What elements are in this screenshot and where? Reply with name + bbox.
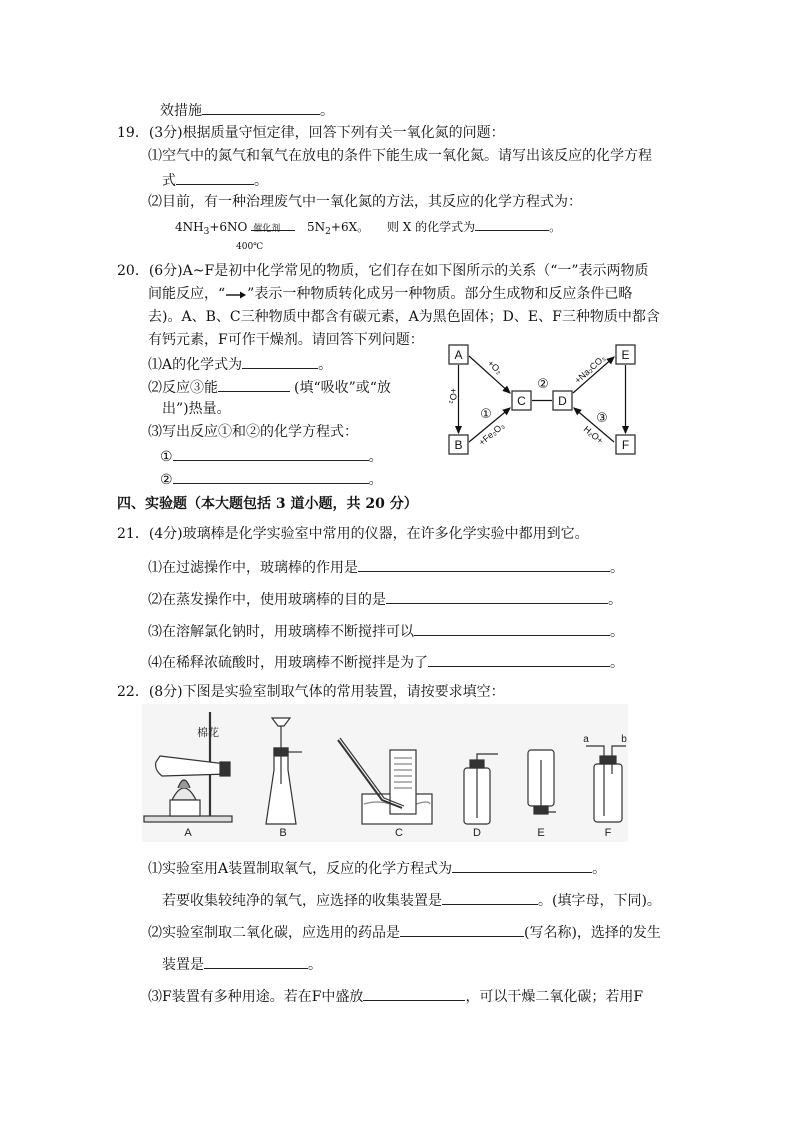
- q20-s3: ⑶写出反应①和②的化学方程式：: [148, 424, 358, 440]
- q22-s1b: [162, 890, 661, 910]
- q22-s1-end: 。: [592, 861, 607, 877]
- q21-s1-end: 。: [610, 560, 624, 576]
- q20-eq2-end: 。: [368, 472, 383, 488]
- q22-s2-text: ⑵实验室制取二氧化碳，应选用的药品是: [148, 925, 400, 941]
- q20-eq2-blank[interactable]: [173, 469, 369, 484]
- eq-end: 。: [549, 220, 562, 234]
- arrow-symbol-icon: [225, 288, 247, 298]
- q19-p2-line1: ⑵目前，有一种治理废气中一氧化氮的方法，其反应的化学方程式为：: [148, 194, 582, 210]
- q19-p1-line2: [162, 170, 268, 190]
- q21-s3-blank[interactable]: [414, 621, 610, 636]
- q19-x-blank[interactable]: [475, 216, 549, 231]
- q20-line2b: ”表示一种物质转化成另一种物质。部分生成物和反应条件已略: [247, 286, 633, 302]
- q18-blank[interactable]: [202, 100, 320, 115]
- q22-s2b: (写名称)，选择的发生: [524, 925, 661, 941]
- q22-s1: [148, 858, 606, 878]
- q20-eq2: [160, 469, 383, 489]
- q20-s1-blank[interactable]: [242, 354, 318, 369]
- eq-left2: +6NO: [209, 220, 248, 234]
- label-o2-ac: +O₂: [485, 358, 505, 377]
- q20-eq1-num: ①: [160, 449, 173, 465]
- q20-s1: [148, 354, 332, 374]
- eq-arrow: [251, 224, 303, 234]
- q20-line3: 去)。A、B、C三种物质中都含有碳元素，A为黑色固体；D、E、F三种物质中都含: [148, 309, 660, 325]
- q20-s2b: (填“吸收”或“放: [294, 380, 391, 396]
- q21-s2-text: ⑵在蒸发操作中，使用玻璃棒的目的是: [148, 592, 386, 608]
- q20-line2a: 间能反应，“: [148, 286, 226, 302]
- q20-s2c: 出”)热量。: [162, 401, 231, 417]
- q21-s2-end: 。: [608, 592, 622, 608]
- q20-s2-blank[interactable]: [218, 377, 290, 392]
- q21-s4-end: 。: [610, 655, 624, 671]
- eq-catalyst: 催化剂: [253, 224, 281, 234]
- eq-left: 4NH: [175, 220, 204, 234]
- apparatus-label-a: A: [184, 827, 192, 839]
- eq-right-sub: 2: [325, 227, 331, 237]
- q19-p1-word: 式: [162, 173, 176, 189]
- apparatus-label-f: F: [604, 827, 612, 839]
- eq-left-sub: 3: [203, 227, 210, 237]
- label-na2co3: +Na₂CO₃: [572, 353, 608, 386]
- eq-right2: +6X。: [330, 220, 370, 234]
- apparatus-label-d: D: [473, 827, 481, 839]
- q18-tail-text: 效措施: [160, 103, 202, 119]
- q22-header: 22．(8分)下图是实验室制取气体的常用装置，请按要求填空：: [117, 684, 505, 700]
- q20-eq2-num: ②: [160, 472, 173, 488]
- q20-line2: [148, 285, 632, 303]
- label-d: D: [558, 394, 567, 408]
- alcohol-lamp: [170, 800, 200, 816]
- eq-right: 5N: [307, 220, 326, 234]
- bottle-f: [594, 764, 622, 822]
- q19-header: 19．(3分)根据质量守恒定律，回答下列有关一氧化氮的问题：: [117, 125, 505, 141]
- q22-s1b-blank[interactable]: [442, 890, 538, 905]
- q21-s3-text: ⑶在溶解氯化钠时，用玻璃棒不断搅拌可以: [148, 624, 414, 640]
- label-a: A: [454, 348, 463, 362]
- q19-p1-blank[interactable]: [176, 170, 254, 185]
- tube-label-b: b: [621, 734, 627, 745]
- q21-s4: [148, 652, 624, 672]
- q22-s2c-text: 装置是: [162, 957, 204, 973]
- q22-s1b-end: 。(填字母，下同)。: [538, 893, 661, 909]
- q21-header: 21．(4分)玻璃棒是化学实验室中常用的仪器，在许多化学实验中都用到它。: [117, 526, 589, 542]
- label-n1: ①: [480, 406, 492, 421]
- label-o2-ab: +O₂: [448, 388, 458, 404]
- q21-s2: [148, 589, 622, 609]
- q21-s4-text: ⑷在稀释浓硫酸时，用玻璃棒不断搅拌是为了: [148, 655, 428, 671]
- q19-equation: [175, 216, 561, 241]
- q22-s1-blank[interactable]: [452, 858, 592, 873]
- q20-eq1: [160, 446, 383, 466]
- label-b: B: [454, 438, 463, 452]
- label-c: C: [517, 394, 526, 408]
- cotton-label: 棉花: [197, 727, 219, 739]
- stand-base: [144, 816, 232, 822]
- apparatus-label-e: E: [537, 827, 545, 839]
- q22-s3-text: ⑶F装置有多种用途。若在F中盛放: [148, 989, 364, 1005]
- apparatus-label-c: C: [395, 827, 403, 839]
- q20-relation-diagram: [440, 338, 646, 462]
- eq-question: 则 X 的化学式为: [386, 220, 476, 234]
- q18-tail: [160, 100, 334, 120]
- q22-s2c-blank[interactable]: [204, 954, 308, 969]
- q22-s2-blank[interactable]: [400, 922, 524, 937]
- q22-s3: [148, 986, 643, 1006]
- q20-eq1-end: 。: [368, 449, 383, 465]
- eq-temp: 400℃: [236, 242, 264, 252]
- label-fe2o3: +Fe₂O₃: [476, 420, 507, 448]
- q22-s1-text: ⑴实验室用A装置制取氧气，反应的化学方程式为: [148, 861, 453, 877]
- label-h2o: H₂O+: [581, 423, 606, 446]
- q22-s2c: [162, 954, 322, 974]
- q20-line1: 20．(6分)A~F是初中化学常见的物质，它们存在如下图所示的关系（“一”表示两物质: [117, 263, 649, 279]
- q20-eq1-blank[interactable]: [173, 446, 369, 461]
- q22-apparatus-figure: [142, 704, 628, 842]
- q20-s2: [148, 377, 391, 397]
- q22-s3-blank[interactable]: [363, 986, 465, 1001]
- q21-s3: [148, 621, 624, 641]
- q19-p1-end: 。: [254, 173, 268, 189]
- q18-end: 。: [320, 103, 334, 119]
- q20-s1-text: ⑴A的化学式为: [148, 357, 243, 373]
- q22-s2c-end: 。: [308, 957, 322, 973]
- q22-s3b: ，可以干燥二氧化碳；若用F: [465, 989, 644, 1005]
- q21-s1: [148, 557, 624, 577]
- q20-s2-text: ⑵反应③能: [148, 380, 218, 396]
- apparatus-label-b: B: [279, 827, 287, 839]
- q21-s4-blank[interactable]: [428, 652, 610, 667]
- q21-s1-blank[interactable]: [358, 557, 610, 572]
- q22-s1b-text: 若要收集较纯净的氧气，应选择的收集装置是: [162, 893, 442, 909]
- q20-s1-end: 。: [318, 357, 333, 373]
- q20-line4: 有钙元素，F可作干燥剂。请回答下列问题：: [148, 332, 424, 348]
- q21-s1-text: ⑴在过滤操作中，玻璃棒的作用是: [148, 560, 358, 576]
- q21-s2-blank[interactable]: [386, 589, 608, 604]
- label-e: E: [621, 348, 630, 362]
- q22-s2: [148, 922, 661, 942]
- label-f: F: [621, 438, 630, 452]
- label-n2: ②: [537, 376, 549, 391]
- q21-s3-end: 。: [610, 624, 624, 640]
- tube-label-a: a: [583, 734, 589, 745]
- q19-p1-line1: ⑴空气中的氮气和氧气在放电的条件下能生成一氧化氮。请写出该反应的化学方程: [148, 148, 652, 164]
- section4-title: 四、实验题（本大题包括 3 道小题，共 20 分）: [117, 496, 418, 512]
- label-n3: ③: [596, 410, 608, 425]
